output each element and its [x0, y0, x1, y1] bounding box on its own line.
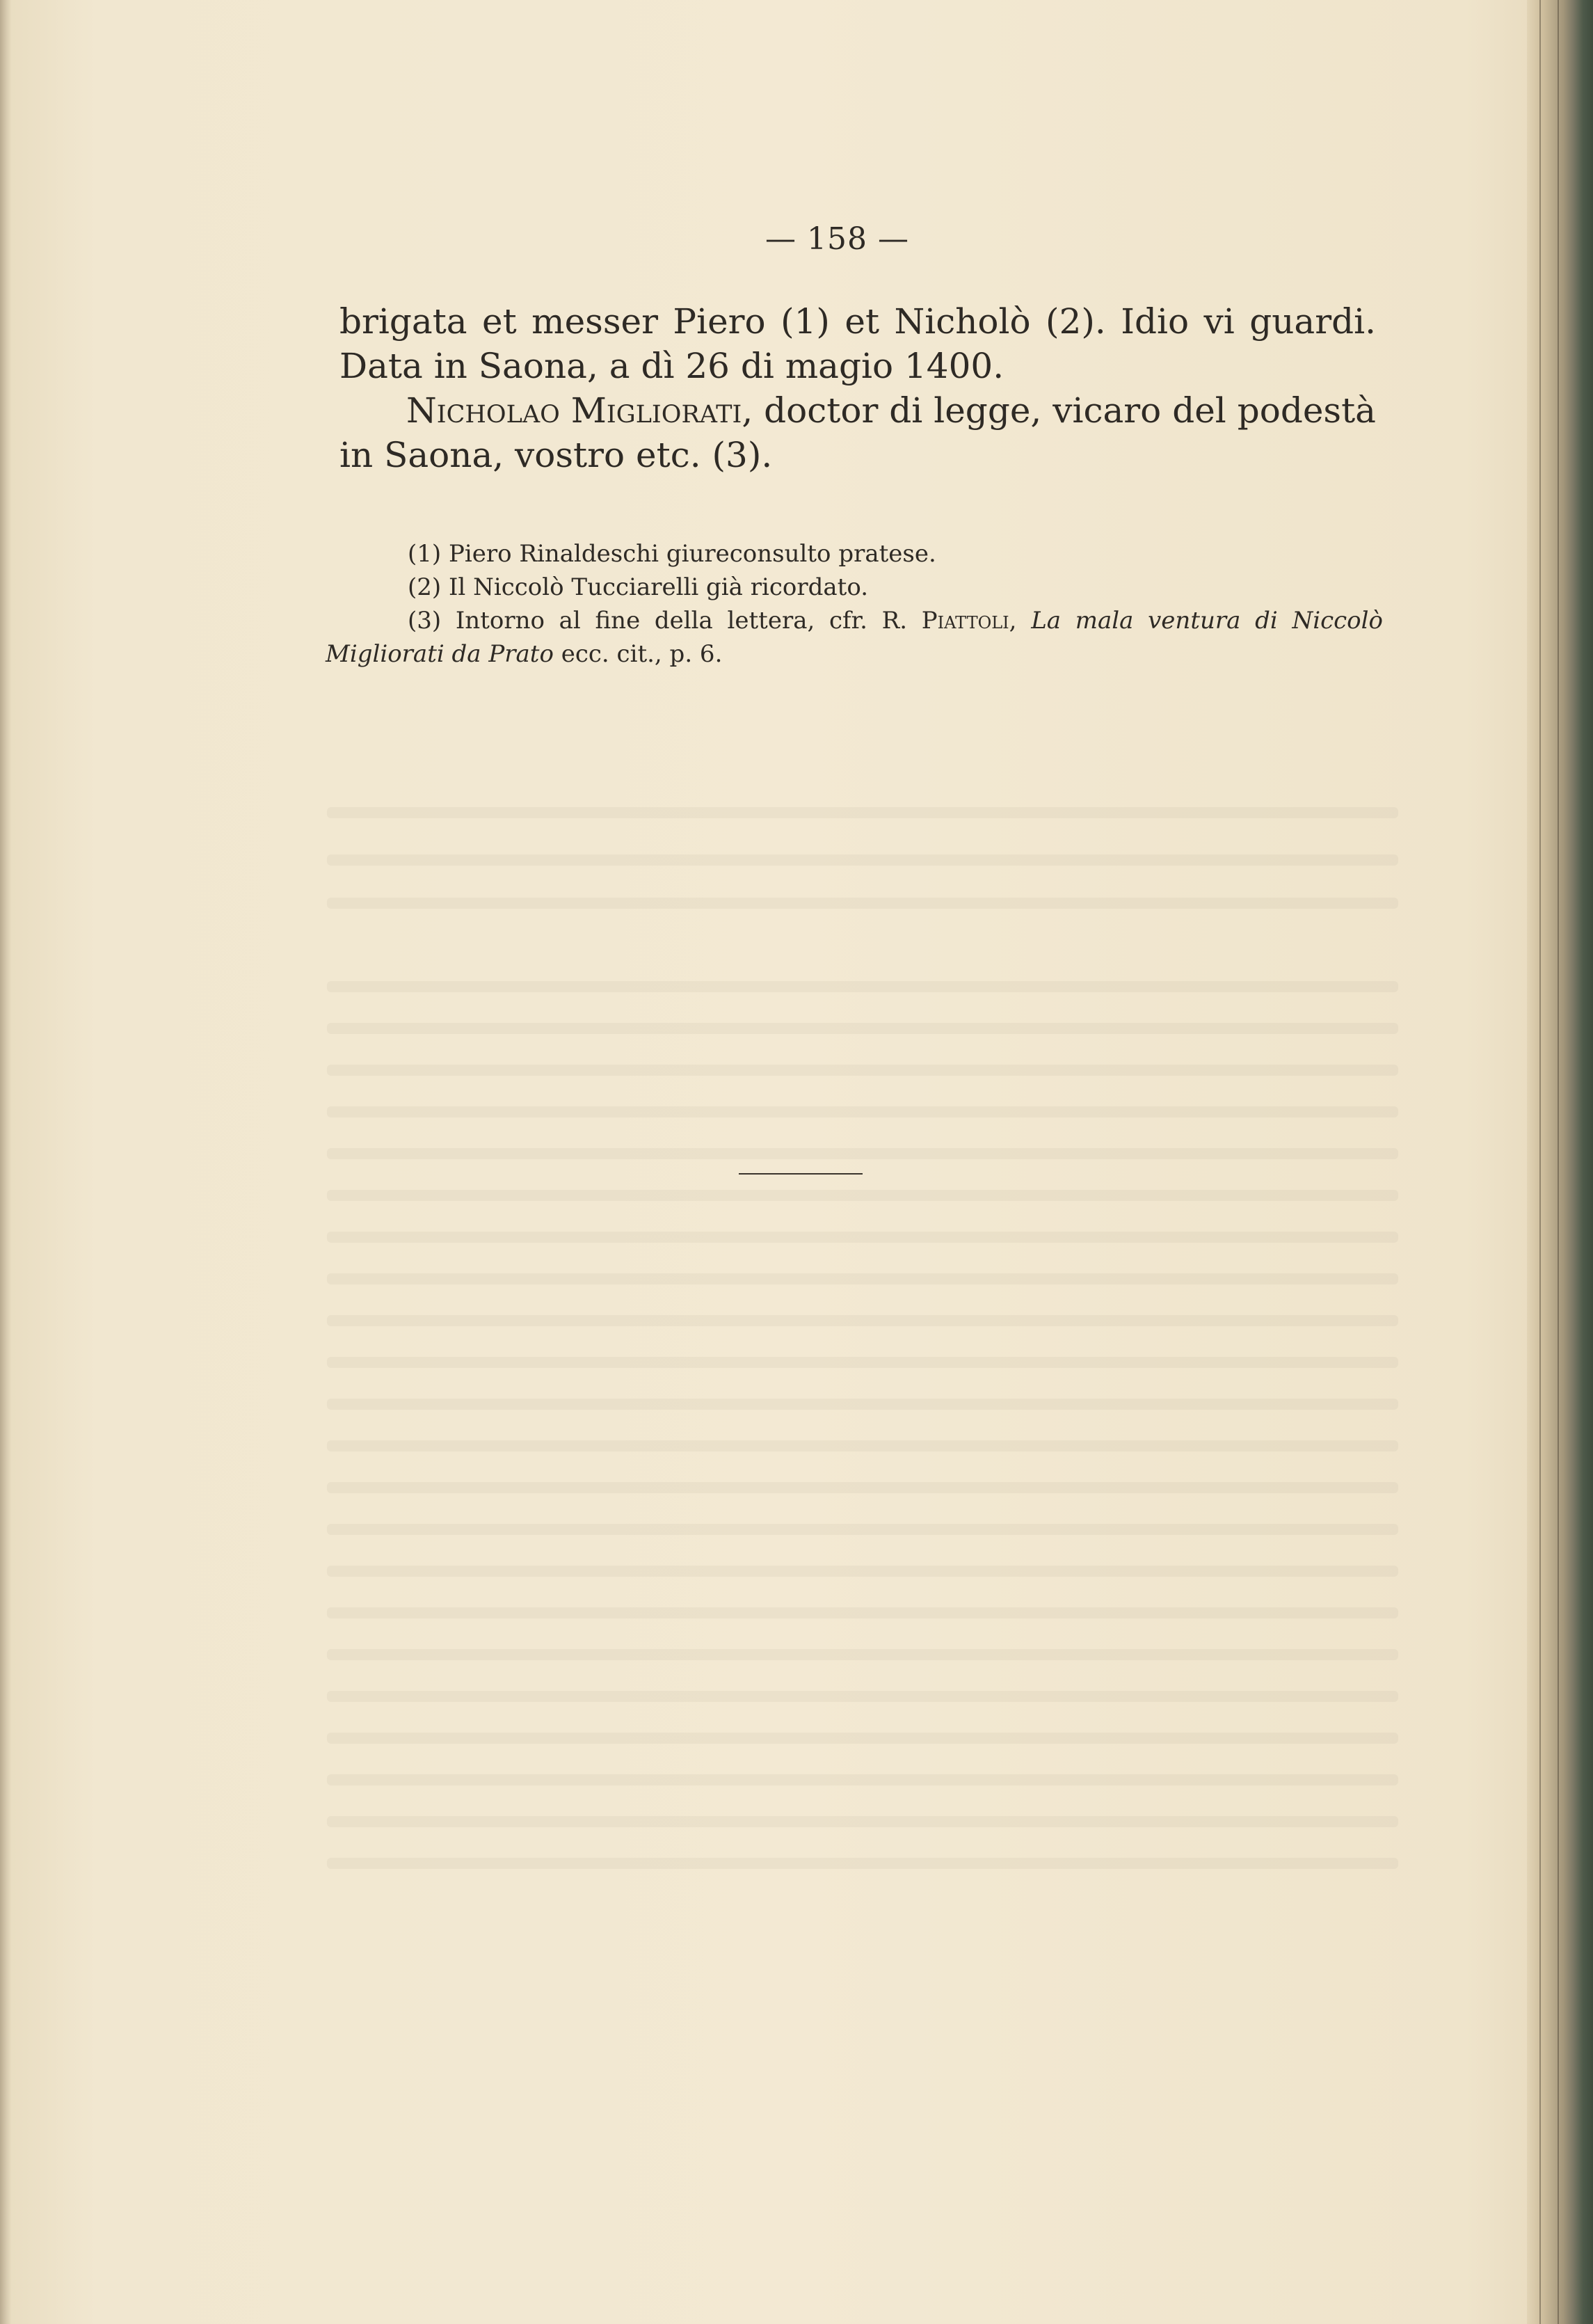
show-through	[327, 1106, 1398, 1117]
footnote-1: (1) Piero Rinaldeschi giureconsulto pratese.	[408, 540, 936, 568]
show-through	[327, 1816, 1398, 1827]
show-through	[327, 1566, 1398, 1577]
footnote-3-author: Piattoli	[921, 607, 1009, 635]
footnote-2: (2) Il Niccolò Tucciarelli già ricordato.	[408, 573, 869, 601]
show-through	[327, 1440, 1398, 1451]
footnote-3	[326, 604, 1383, 671]
show-through	[327, 1482, 1398, 1493]
closing-paragraph: brigata et messer Piero (1) et Nicholò (2). Idio vi guardi. Data in Saona, a dì 26 di magio 1400.	[339, 301, 1376, 386]
show-through	[327, 854, 1398, 866]
footnotes	[326, 537, 1383, 671]
show-through	[327, 1399, 1398, 1410]
page-left-edge	[0, 0, 11, 2324]
page-number: — 158 —	[765, 221, 909, 257]
spine-line	[1539, 0, 1541, 2324]
show-through	[327, 1190, 1398, 1201]
show-through	[327, 1607, 1398, 1618]
show-through	[327, 1315, 1398, 1326]
show-through	[327, 807, 1398, 818]
footnote-3-lead: (3) Intorno al fine della lettera, cfr. R.	[408, 607, 922, 635]
book-spine	[1527, 0, 1593, 2324]
show-through	[327, 1023, 1398, 1034]
show-through	[327, 1357, 1398, 1368]
show-through	[327, 1649, 1398, 1660]
spine-line	[1558, 0, 1559, 2324]
show-through	[327, 898, 1398, 909]
show-through	[327, 1524, 1398, 1535]
show-through	[327, 1273, 1398, 1284]
show-through	[327, 981, 1398, 992]
footnote-3-title: La mala ventura di Niccolò Migliorati da Prato	[326, 607, 1383, 668]
footnote-3-tail: ecc. cit., p. 6.	[553, 640, 723, 668]
signatory-details: , doctor di legge, vicaro del podestà in Saona, vostro etc. (3).	[339, 390, 1376, 475]
show-through	[327, 1858, 1398, 1869]
signature-paragraph	[339, 388, 1376, 477]
letter-closing	[339, 299, 1376, 477]
show-through	[327, 1065, 1398, 1076]
show-through	[327, 1232, 1398, 1243]
show-through	[327, 1733, 1398, 1744]
show-through	[327, 1691, 1398, 1702]
signatory-name: Nicholao Migliorati	[406, 390, 742, 431]
show-through	[327, 1774, 1398, 1785]
section-rule	[739, 1173, 863, 1175]
footnote-3-separator: ,	[1009, 607, 1032, 635]
show-through	[327, 1148, 1398, 1159]
